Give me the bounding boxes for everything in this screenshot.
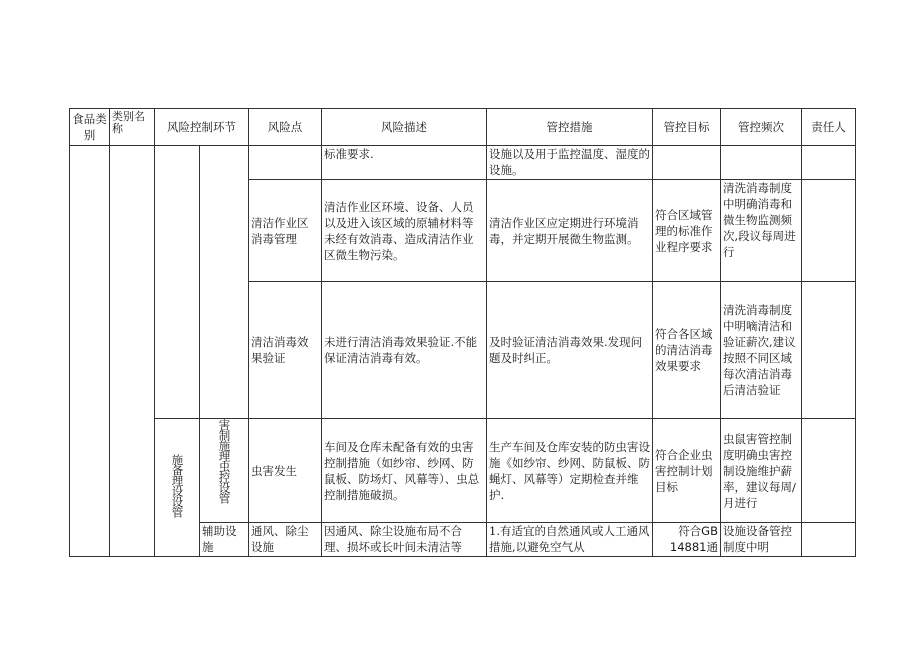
risk-point-cell: 清洁消毒效果验证: [249, 282, 322, 419]
risk-point-cell: [249, 146, 322, 180]
measures-cell: 设施以及用于监控温度、湿度的设施。: [487, 146, 653, 180]
header-control-step: 风险控制环节: [155, 109, 249, 146]
target-cell: 符合各区域的清洁消毒效果要求: [653, 282, 721, 419]
responsible-cell: [802, 282, 856, 419]
table-row: [70, 146, 856, 180]
frequency-cell: 设施设备管控制度中明: [721, 523, 802, 557]
target-cell: [653, 146, 721, 180]
pest-control-label: 害制施理虫控设管: [217, 419, 232, 503]
control-step-sub-upper-cell: [200, 146, 249, 419]
frequency-cell: 虫鼠害管控制度明确虫害控制设施维护薪率，建议每周/月进行: [721, 419, 802, 523]
header-category-name: 类别名称: [110, 109, 155, 146]
risk-point-cell: 清洁作业区消毒管理: [249, 180, 322, 282]
risk-desc-cell: 标准要求.: [322, 146, 487, 180]
measures-cell: 清洁作业区应定期进行环境消毒，并定期开展微生物监测。: [487, 180, 653, 282]
target-cell: 符合区域管理的标准作业程序要求: [653, 180, 721, 282]
table-row: [70, 419, 856, 523]
risk-desc-cell: 清洁作业区环境、设备、人员以及进入该区域的原辅材料等未经有效消毒、造成清洁作业区微生物污染。: [322, 180, 487, 282]
target-cell: 符合企业虫害控制计划目标: [653, 419, 721, 523]
risk-desc-cell: 因通风、除尘设施布局不合理、损坏或长叶间未清洁等: [322, 523, 487, 557]
auxiliary-facility-cell: 辅助设施: [200, 523, 249, 557]
category-name-cell: [110, 146, 155, 557]
responsible-cell: [802, 419, 856, 523]
risk-desc-cell: 车间及仓库未配备有效的虫害控制措施（如纱帘、纱网、防鼠板、防场灯、风幕等）、虫总控制措施破损。: [322, 419, 487, 523]
frequency-cell: 清洗消毒制度中明确消毒和微生物监测频次,段议每周进行: [721, 180, 802, 282]
measures-cell: 生产车间及仓库安装的防虫害设施《如纱帘、纱网、防鼠板、防蝇灯、风幕等）定期检查并维护.: [487, 419, 653, 523]
header-responsible: 责任人: [802, 109, 856, 146]
responsible-cell: [802, 180, 856, 282]
responsible-cell: [802, 523, 856, 557]
pest-control-group: [200, 419, 249, 523]
frequency-cell: [721, 146, 802, 180]
header-risk-point: 风险点: [249, 109, 322, 146]
measures-cell: 1.有适宜的自然通风或人工通风措施,以避免空气从: [487, 523, 653, 557]
facility-management-group: [155, 419, 200, 557]
facility-management-label: 施备理设设管: [170, 454, 185, 517]
header-risk-desc: 风险描述: [322, 109, 487, 146]
risk-point-cell: 通风、除尘设施: [249, 523, 322, 557]
frequency-cell: 清洗消毒制度中明嘀清洁和验证薪次,建议按照不同区域每次清洁消毒后清洁验证: [721, 282, 802, 419]
header-food-category: 食品类别: [70, 109, 110, 146]
header-frequency: 管控频次: [721, 109, 802, 146]
food-category-cell: [70, 146, 110, 557]
measures-cell: 及时验证清洁消毒效果.发现问题及时纠正。: [487, 282, 653, 419]
target-cell: 符合GB 14881通: [653, 523, 721, 557]
control-step-upper-cell: [155, 146, 200, 419]
responsible-cell: [802, 146, 856, 180]
risk-point-cell: 虫害发生: [249, 419, 322, 523]
header-row: [70, 109, 856, 146]
header-target: 管控目标: [653, 109, 721, 146]
risk-control-table: [69, 108, 856, 557]
header-measures: 管控措施: [487, 109, 653, 146]
risk-desc-cell: 未进行清洁消毒效果验证.不能保证清洁消毒有效。: [322, 282, 487, 419]
